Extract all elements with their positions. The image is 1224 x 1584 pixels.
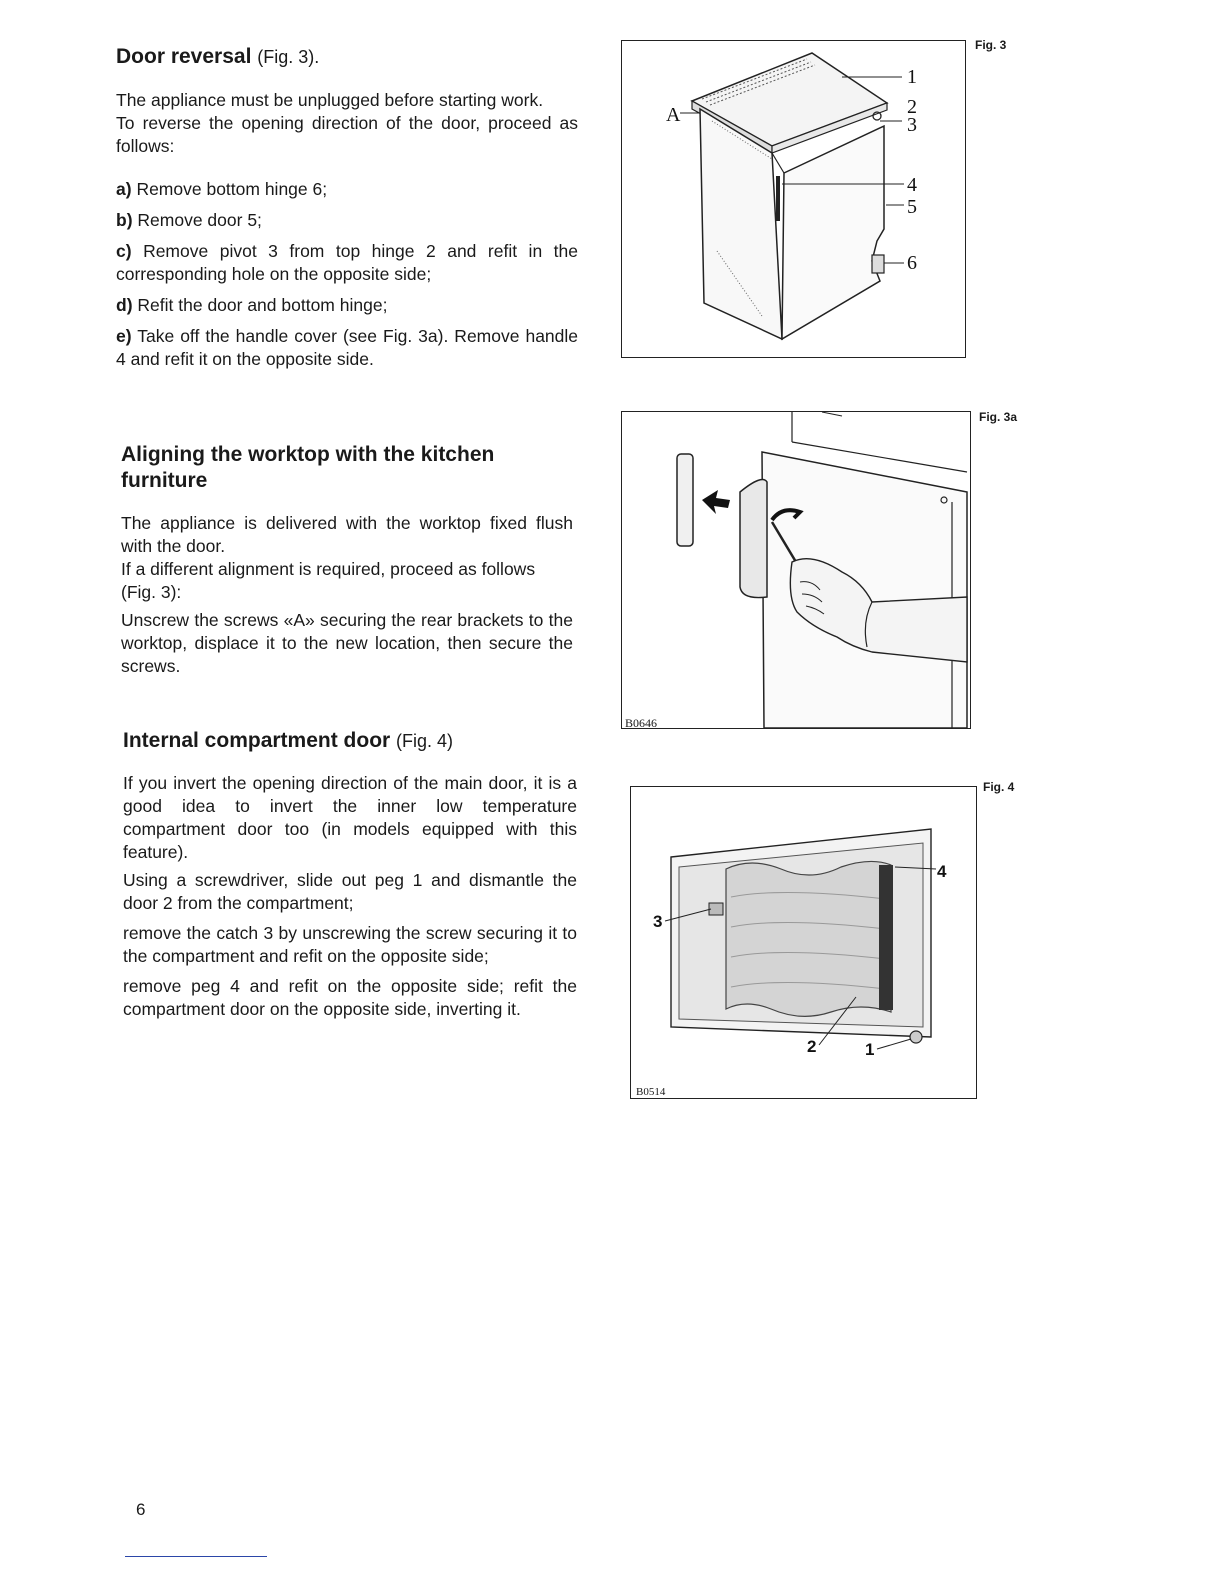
fig3-callout-6: 6 — [907, 252, 917, 274]
handle-icon — [740, 480, 767, 598]
fig3-callout-3: 3 — [907, 114, 917, 136]
fig3-callout-5: 5 — [907, 196, 917, 218]
handle-icon — [776, 176, 780, 221]
step-d-letter: d) — [116, 295, 133, 315]
section-door-reversal — [116, 44, 578, 371]
fig3-callout-2: 2 — [907, 96, 917, 118]
internal-p4: remove peg 4 and refit on the opposite side; refit the compartment door on the opposite side, inverting it. — [123, 976, 577, 1019]
fig3a-label: Fig. 3a — [979, 410, 1018, 424]
aligning-p2: If a different alignment is required, proceed as follows (Fig. 3): — [121, 559, 536, 602]
internal-door-heading — [123, 728, 577, 754]
step-b-text: Remove door 5; — [137, 210, 262, 230]
figure-4 — [630, 786, 977, 1099]
door-reversal-heading — [116, 44, 578, 70]
handle-cover-icon — [677, 454, 693, 546]
fig4-callout-3: 3 — [653, 912, 663, 931]
step-b — [116, 209, 578, 232]
fig4-callout-2: 2 — [807, 1037, 817, 1056]
section-internal-door — [123, 728, 577, 1021]
section-aligning-worktop — [121, 442, 573, 678]
step-d-text: Refit the door and bottom hinge; — [137, 295, 388, 315]
bottom-hinge-icon — [872, 255, 884, 273]
internal-p1: If you invert the opening direction of the main door, it is a good idea to invert the inner low temperature compartment door too (in models equipped with this feature). — [123, 773, 577, 862]
door-reversal-title: Door reversal — [116, 45, 252, 68]
fig4-callout-1: 1 — [865, 1040, 875, 1059]
step-a — [116, 178, 578, 201]
fig3-callout-a: A — [666, 104, 681, 126]
compartment-illustration — [631, 787, 976, 1098]
internal-door-title: Internal compartment door — [123, 729, 391, 752]
fig3-callout-1: 1 — [907, 66, 917, 88]
fig4-code: B0514 — [636, 1086, 666, 1098]
step-e-text: Take off the handle cover (see Fig. 3a). Remove handle 4 and refit it on the opposite side. — [116, 326, 579, 369]
step-c-letter: c) — [116, 241, 132, 261]
step-d — [116, 294, 578, 317]
step-a-text: Remove bottom hinge 6; — [136, 179, 328, 199]
fig3-callout-4: 4 — [907, 174, 917, 196]
footer-rule — [125, 1556, 267, 1557]
fig4-label: Fig. 4 — [983, 780, 1015, 794]
hinge-strip — [879, 865, 893, 1010]
internal-door-fig-ref: (Fig. 4) — [396, 731, 454, 751]
arrow-left-icon — [702, 490, 730, 514]
internal-p2: Using a screwdriver, slide out peg 1 and dismantle the door 2 from the compartment; — [123, 870, 577, 913]
page-number: 6 — [136, 1500, 146, 1519]
handle-removal-illustration — [622, 412, 970, 728]
door-reversal-intro-2: To reverse the opening direction of the door, proceed as follows: — [116, 113, 578, 156]
catch-icon — [709, 903, 723, 915]
aligning-p3: Unscrew the screws «A» securing the rear brackets to the worktop, displace it to the new location, then secure the screws. — [121, 610, 573, 676]
step-e-letter: e) — [116, 326, 132, 346]
step-c — [116, 240, 578, 286]
aligning-p1: The appliance is delivered with the worktop fixed flush with the door. — [121, 513, 573, 556]
peg-icon — [910, 1031, 922, 1043]
door-reversal-intro-1: The appliance must be unplugged before starting work. — [116, 90, 544, 110]
step-b-letter: b) — [116, 210, 133, 230]
appliance-illustration — [622, 41, 965, 357]
door-reversal-fig-ref: (Fig. 3). — [257, 47, 320, 67]
internal-p3: remove the catch 3 by unscrewing the screw securing it to the compartment and refit on the opposite side; — [123, 923, 577, 966]
figure-3 — [621, 40, 966, 358]
aligning-heading: Aligning the worktop with the kitchen furniture — [121, 443, 495, 492]
step-a-letter: a) — [116, 179, 132, 199]
fig4-callout-4: 4 — [937, 862, 947, 881]
step-e — [116, 325, 578, 371]
step-c-text: Remove pivot 3 from top hinge 2 and refit in the corresponding hole on the opposite side; — [116, 241, 578, 284]
fig3-label: Fig. 3 — [975, 38, 1007, 52]
figure-3a — [621, 411, 971, 729]
fig3a-code: B0646 — [625, 716, 658, 730]
compartment-door — [726, 861, 891, 1016]
